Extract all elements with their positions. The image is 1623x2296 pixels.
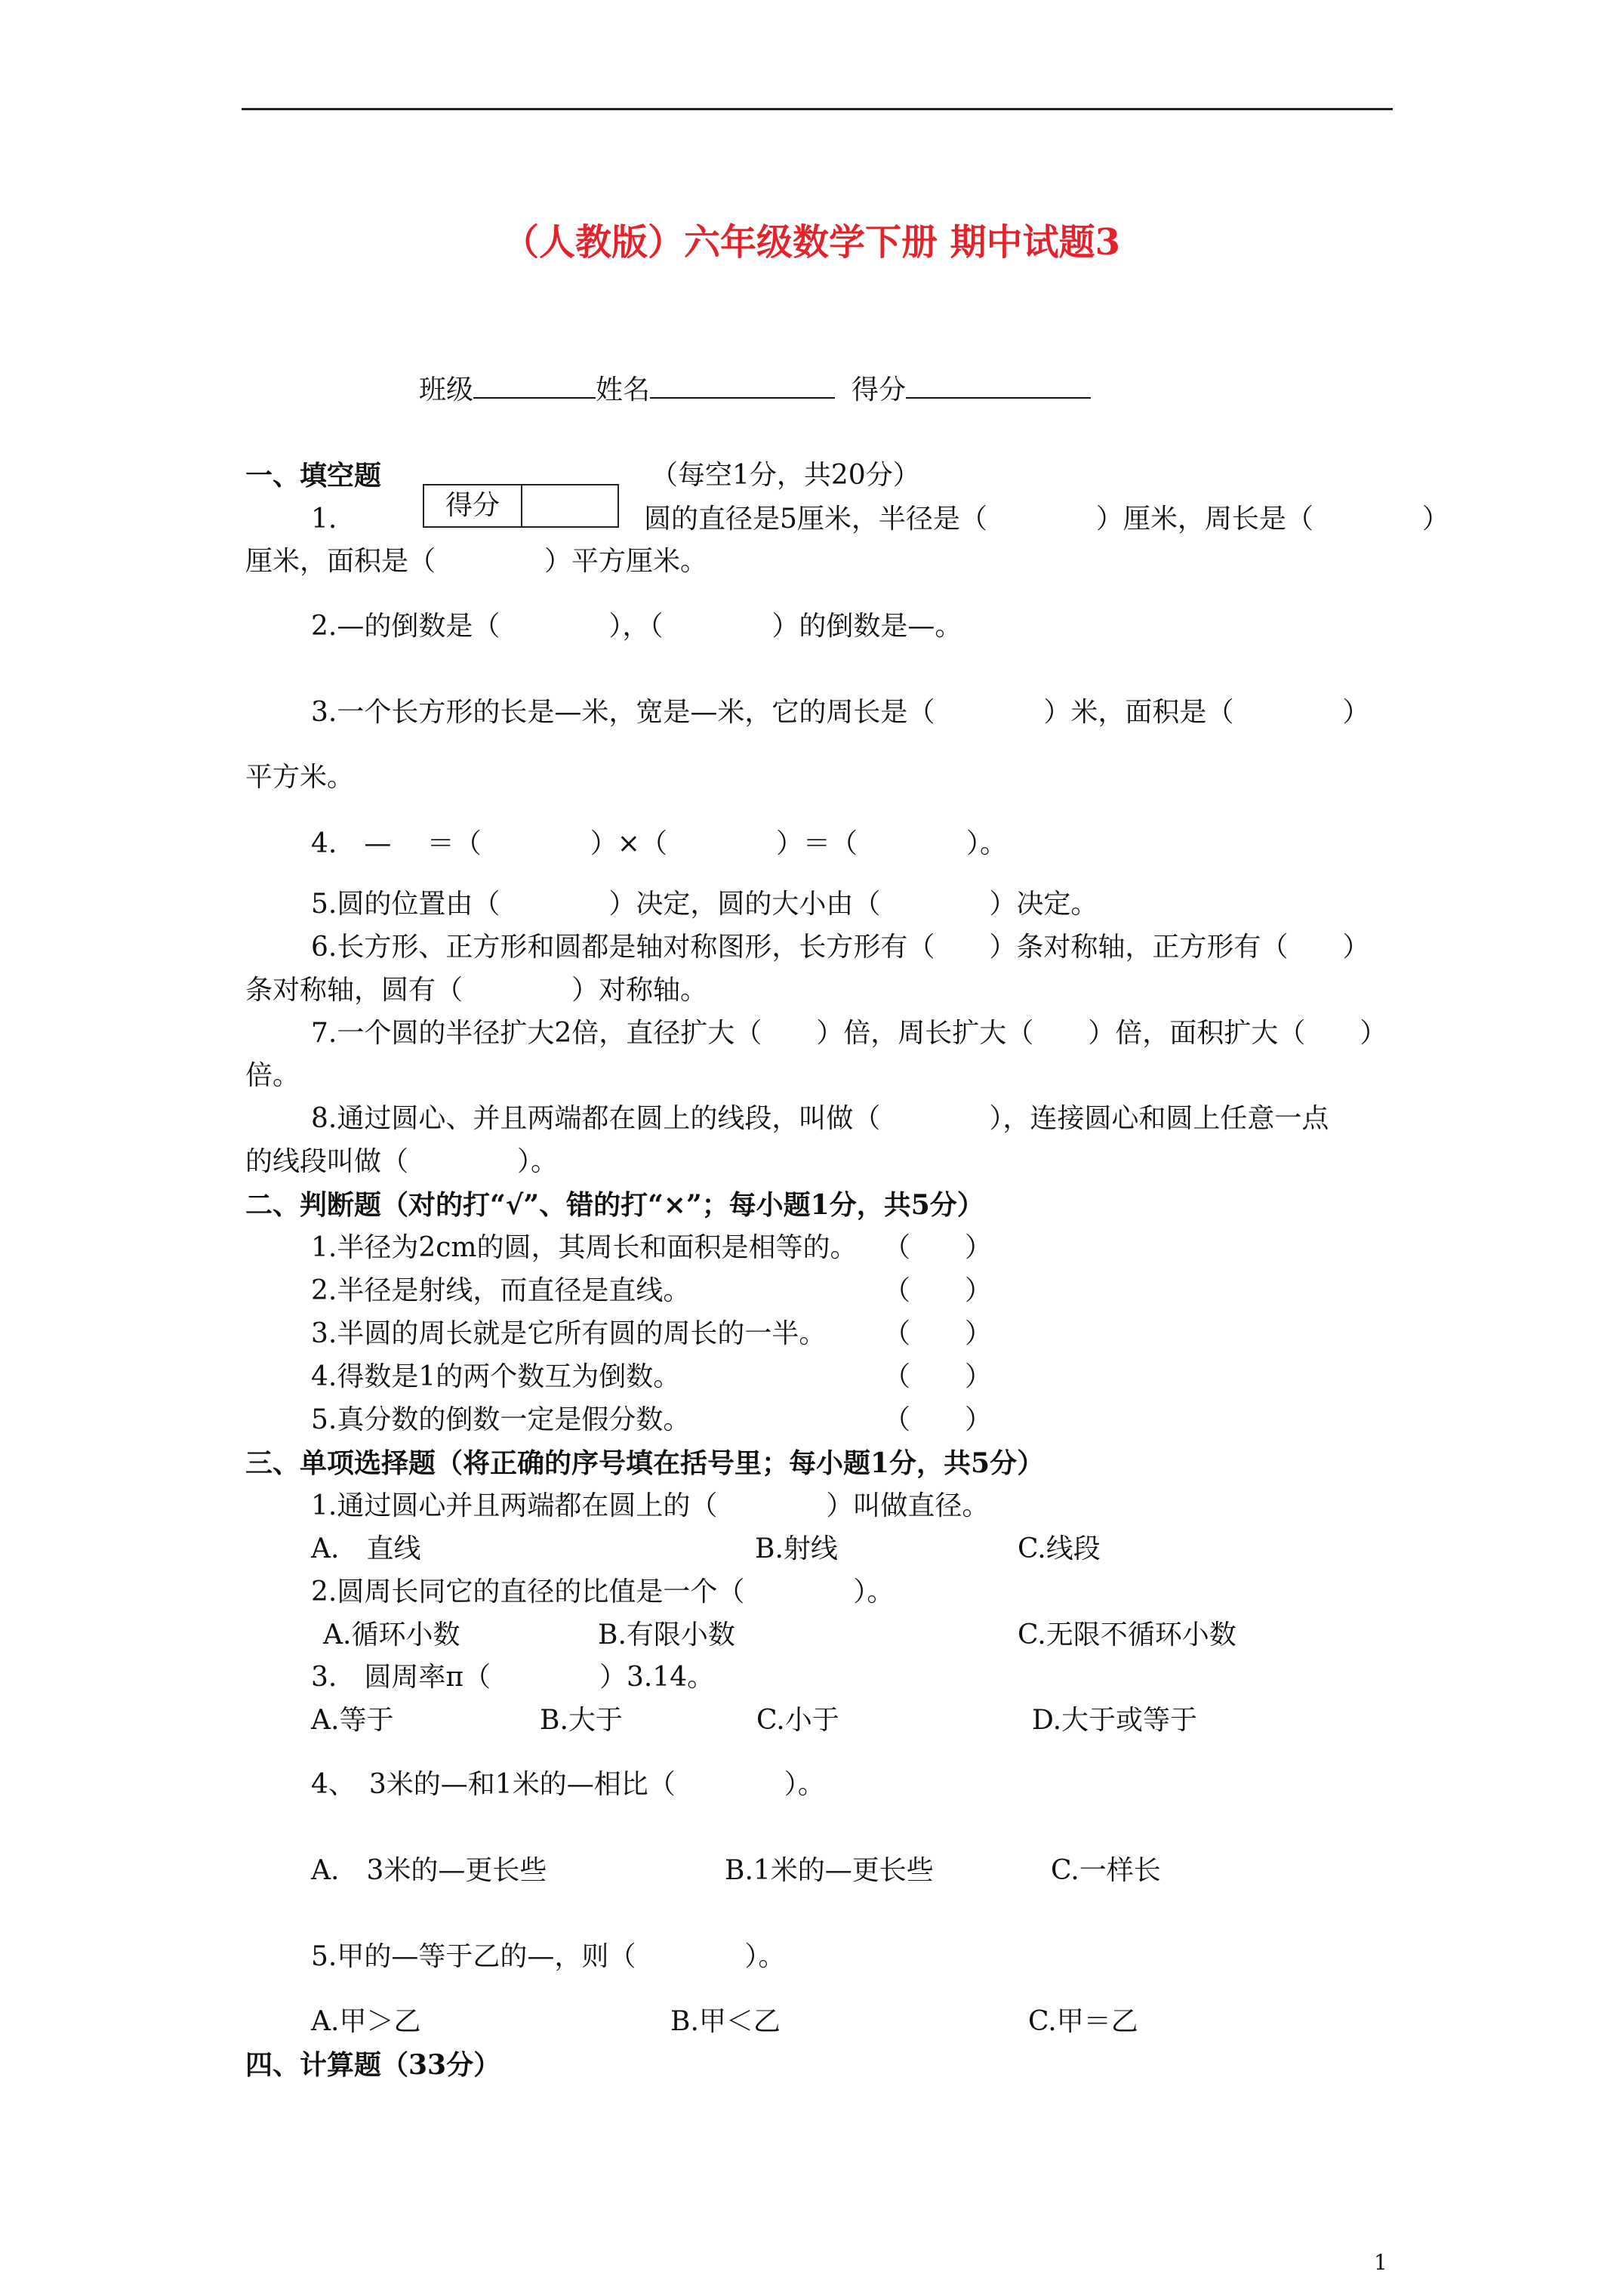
choice-q5: 5.甲的—等于乙的—，则（ ）。	[311, 1941, 786, 1972]
judge-item-1: 1.半径为2cm的圆，其周长和面积是相等的。	[311, 1232, 858, 1263]
judge-mark-2[interactable]: （ ）	[883, 1275, 993, 1306]
student-info-line	[419, 374, 1091, 407]
page-number: 1	[1374, 2250, 1387, 2275]
q8-line-2: 的线段叫做（ ）。	[245, 1146, 559, 1177]
q1-line-2: 厘米，面积是（ ）平方厘米。	[245, 546, 708, 577]
choice-q1-option-c[interactable]: C.线段	[1018, 1533, 1101, 1564]
q8-line-1: 8.通过圆心、并且两端都在圆上的线段，叫做（ ），连接圆心和圆上任意一点	[311, 1103, 1329, 1134]
choice-q5-option-c[interactable]: C.甲＝乙	[1028, 2006, 1138, 2037]
q2: 2.—的倒数是（ ），（ ）的倒数是—。	[311, 611, 962, 642]
choice-q1: 1.通过圆心并且两端都在圆上的（ ）叫做直径。	[311, 1490, 990, 1521]
score-blank[interactable]	[906, 374, 1091, 399]
judge-item-5: 5.真分数的倒数一定是假分数。	[311, 1404, 691, 1435]
header-rule	[242, 108, 1393, 110]
class-blank[interactable]	[473, 374, 596, 399]
choice-q3-option-d[interactable]: D.大于或等于	[1032, 1705, 1198, 1736]
choice-q5-option-b[interactable]: B.甲＜乙	[670, 2006, 781, 2037]
q3-line-1: 3.一个长方形的长是—米，宽是—米，它的周长是（ ）米，面积是（ ）	[311, 697, 1370, 728]
choice-q4: 4、 3米的—和1米的—相比（ ）。	[311, 1769, 825, 1800]
score-box-label: 得分	[424, 485, 522, 526]
choice-q4-option-b[interactable]: B.1米的—更长些	[725, 1855, 934, 1886]
choice-q3-option-a[interactable]: A.等于	[311, 1705, 394, 1736]
judge-item-4: 4.得数是1的两个数互为倒数。	[311, 1361, 681, 1392]
q3-line-2: 平方米。	[245, 762, 355, 793]
choice-q2-option-b[interactable]: B.有限小数	[598, 1620, 735, 1650]
judge-mark-4[interactable]: （ ）	[883, 1361, 993, 1392]
judge-item-2: 2.半径是射线，而直径是直线。	[311, 1275, 691, 1306]
q7-line-1: 7.一个圆的半径扩大2倍，直径扩大（ ）倍，周长扩大（ ）倍，面积扩大（ ）	[311, 1018, 1387, 1049]
score-label: 得分	[852, 374, 907, 405]
section-2-title: 二、判断题（对的打“√”、错的打“×”；每小题1分，共5分）	[245, 1189, 984, 1221]
q6-line-2: 条对称轴，圆有（ ）对称轴。	[245, 975, 708, 1006]
judge-mark-5[interactable]: （ ）	[883, 1404, 993, 1435]
class-label: 班级	[419, 374, 474, 405]
choice-q1-option-b[interactable]: B.射线	[755, 1533, 838, 1564]
choice-q2-option-a[interactable]: A.循环小数	[323, 1620, 460, 1650]
q7-line-2: 倍。	[245, 1060, 300, 1091]
choice-q2: 2.圆周长同它的直径的比值是一个（ ）。	[311, 1576, 895, 1607]
choice-q3-option-c[interactable]: C.小于	[756, 1705, 839, 1736]
score-box	[423, 484, 619, 528]
choice-q4-option-c[interactable]: C.一样长	[1051, 1855, 1161, 1886]
choice-q5-option-a[interactable]: A.甲＞乙	[311, 2006, 421, 2037]
q1-line-1: 圆的直径是5厘米，半径是（ ）厘米，周长是（ ）	[644, 504, 1449, 535]
section-4-title: 四、计算题（33分）	[245, 2049, 501, 2081]
choice-q1-option-a[interactable]: A. 直线	[311, 1533, 421, 1564]
judge-item-3: 3.半圆的周长就是它所有圆的周长的一半。	[311, 1318, 827, 1349]
name-label: 姓名	[596, 374, 651, 405]
choice-q3: 3. 圆周率π（ ）3.14。	[311, 1662, 715, 1693]
choice-q2-option-c[interactable]: C.无限不循环小数	[1018, 1620, 1236, 1650]
page-title: （人教版）六年级数学下册 期中试题3	[502, 221, 1121, 264]
q1-number: 1.	[311, 504, 337, 535]
name-blank[interactable]	[650, 374, 835, 399]
q6-line-1: 6.长方形、正方形和圆都是轴对称图形，长方形有（ ）条对称轴，正方形有（ ）	[311, 932, 1370, 963]
section-1-note: （每空1分，共20分）	[651, 460, 920, 491]
choice-q3-option-b[interactable]: B.大于	[540, 1705, 623, 1736]
q4: 4. — ＝（ ）×（ ）＝（ ）。	[311, 828, 1007, 859]
section-1-title: 一、填空题	[245, 460, 382, 492]
choice-q4-option-a[interactable]: A. 3米的—更长些	[311, 1855, 547, 1886]
judge-mark-3[interactable]: （ ）	[883, 1318, 993, 1349]
q5: 5.圆的位置由（ ）决定，圆的大小由（ ）决定。	[311, 889, 1098, 920]
judge-mark-1[interactable]: （ ）	[883, 1232, 993, 1263]
section-3-title: 三、单项选择题（将正确的序号填在括号里；每小题1分，共5分）	[245, 1447, 1045, 1479]
